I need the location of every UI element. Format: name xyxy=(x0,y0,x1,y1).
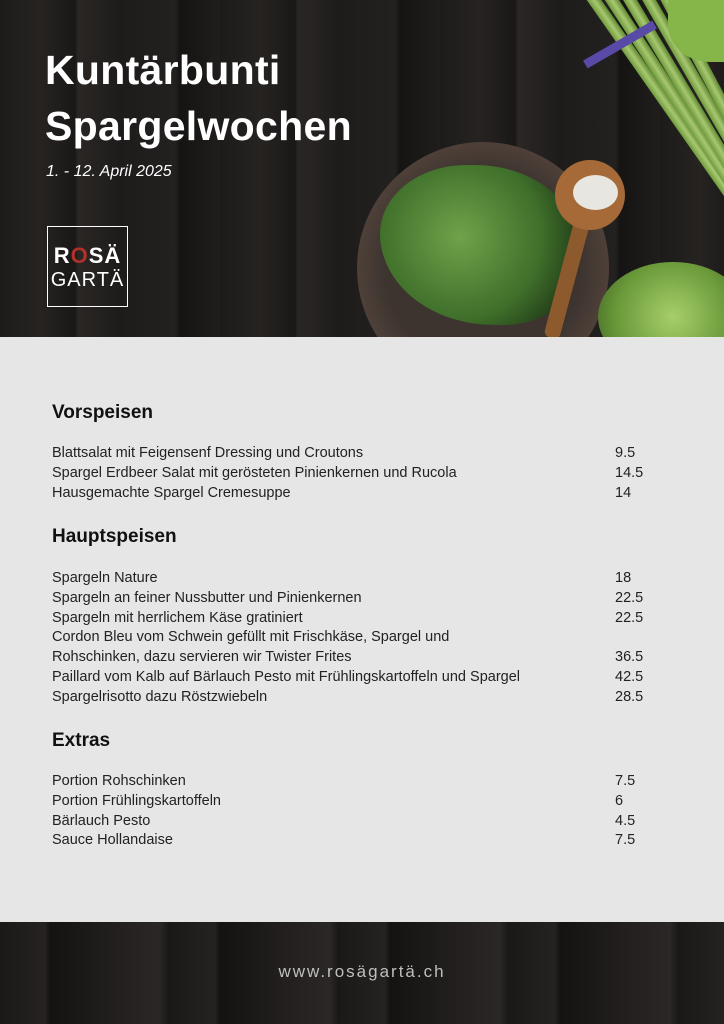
item-price: 18 xyxy=(615,570,632,586)
menu-item xyxy=(52,463,652,483)
website-link[interactable]: www.rosägartä.ch xyxy=(278,962,446,981)
menu-item xyxy=(52,627,652,667)
item-name: Portion Rohschinken xyxy=(52,773,186,789)
lettuce-image xyxy=(598,262,724,337)
header-banner xyxy=(0,0,724,337)
menu-item xyxy=(52,483,652,503)
item-name: Hausgemachte Spargel Cremesuppe xyxy=(52,484,291,501)
item-name: Bärlauch Pesto xyxy=(52,812,151,829)
rose-icon: O xyxy=(70,243,89,268)
event-date: 1. - 12. April 2025 xyxy=(46,163,172,180)
logo-text: GARTÄ xyxy=(50,269,125,291)
menu-item xyxy=(52,443,652,463)
item-price: 9.5 xyxy=(615,445,636,461)
item-price: 14.5 xyxy=(615,464,644,481)
item-price: 22.5 xyxy=(615,589,644,606)
salt-image xyxy=(573,175,618,210)
page-title xyxy=(45,42,352,154)
footer xyxy=(0,922,724,1024)
item-price: 28.5 xyxy=(615,688,644,705)
section-heading: Hauptspeisen xyxy=(52,526,177,547)
section-heading: Vorspeisen xyxy=(52,402,154,423)
item-name: Sauce Hollandaise xyxy=(52,832,173,849)
title-line: Kuntärbunti xyxy=(45,47,281,93)
menu-item xyxy=(52,667,652,687)
item-price: 42.5 xyxy=(615,669,644,685)
item-name: Spargeln Nature xyxy=(52,570,158,586)
item-price: 6 xyxy=(615,792,624,809)
menu-item xyxy=(52,811,652,831)
item-price: 7.5 xyxy=(615,832,636,849)
item-name: Paillard vom Kalb auf Bärlauch Pesto mit Frühlingskartoffeln und Spargel xyxy=(52,669,521,685)
restaurant-logo xyxy=(47,226,128,307)
item-name: Cordon Bleu vom Schwein gefüllt mit Frischkäse, Spargel und Rohschinken, dazu servieren wir Twister Frites xyxy=(52,629,450,666)
menu-item xyxy=(52,771,652,791)
item-name: Spargelrisotto dazu Röstzwiebeln xyxy=(52,688,268,705)
item-name: Spargeln mit herrlichem Käse gratiniert xyxy=(52,609,303,626)
menu-item xyxy=(52,568,652,588)
item-price: 14 xyxy=(615,484,632,501)
item-name: Portion Frühlingskartoffeln xyxy=(52,792,221,809)
menu-item xyxy=(52,588,652,608)
item-price: 4.5 xyxy=(615,812,636,829)
menu-item xyxy=(52,608,652,628)
menu-item xyxy=(52,687,652,707)
item-price: 22.5 xyxy=(615,609,644,626)
item-price: 36.5 xyxy=(615,649,644,666)
section-heading: Extras xyxy=(52,730,111,751)
logo-text: R xyxy=(53,243,71,268)
menu-item xyxy=(52,830,652,850)
menu-item xyxy=(52,791,652,811)
item-price: 7.5 xyxy=(615,773,636,789)
logo-text: SÄ xyxy=(88,243,122,268)
item-name: Spargel Erdbeer Salat mit gerösteten Pinienkernen und Rucola xyxy=(52,464,457,481)
title-line: Spargelwochen xyxy=(45,103,352,149)
item-name: Blattsalat mit Feigensenf Dressing und Croutons xyxy=(52,445,364,461)
item-name: Spargeln an feiner Nussbutter und Pinienkernen xyxy=(52,589,362,606)
